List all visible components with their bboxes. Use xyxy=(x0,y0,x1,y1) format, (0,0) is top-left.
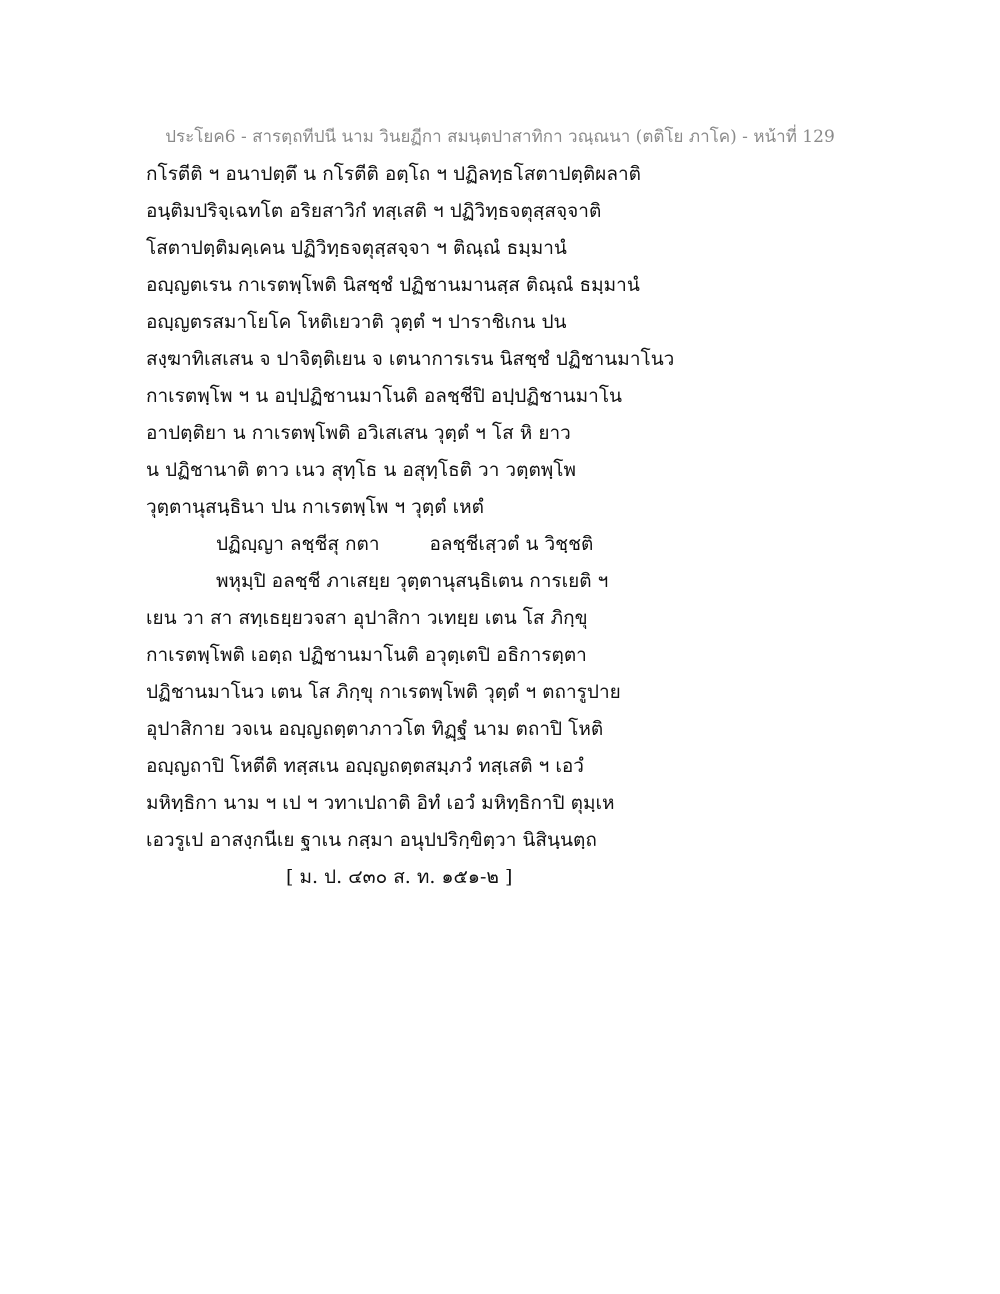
running-header: ประโยค6 - สารตฺถทีปนี นาม วินยฏีกา สมนฺตปาสาทิกา วณฺณนา (ตติโย ภาโค) - หน้าที่ 129 xyxy=(165,127,835,147)
text-line: อญฺญตเรน กาเรตพฺโพติ นิสชฺชํ ปฏิชานมานสฺส ติณฺณํ ธมฺมานํ xyxy=(146,274,640,296)
text-line: อญฺญตรสมาโยโค โหติเยวาติ วุตฺตํ ฯ ปาราชิเกน ปน xyxy=(146,311,567,333)
text-line: กโรตีติ ฯ อนาปตฺตึ น กโรตีติ อตฺโถ ฯ ปฏิลทฺธโสตาปตฺติผลาติ xyxy=(146,163,641,185)
verse-continuation: พหุมฺปิ อลชฺชี ภาเสยฺย วุตฺตานุสนฺธิเตน การเยติ ฯ xyxy=(216,570,609,592)
text-line: อนฺติมปริจฺเฉทโต อริยสาวิกํ ทสฺเสติ ฯ ปฏิวิทฺธจตุสฺสจฺจาติ xyxy=(146,200,602,222)
text-line: เอวรูเป อาสงฺกนีเย ฐาเน กสฺมา อนุปปริกฺขิตฺวา นิสินฺนตฺถ xyxy=(146,829,597,851)
text-line: กาเรตพฺโพ ฯ น อปฺปฏิชานมาโนติ อลชฺชีปิ อปฺปฏิชานมาโน xyxy=(146,385,623,407)
text-line: มหิทฺธิกา นาม ฯ เป ฯ วทาเปถาติ อิทํ เอวํ มหิทฺธิกาปิ ตุมฺเห xyxy=(146,792,615,814)
body-text xyxy=(146,156,706,896)
text-line: วุตฺตานุสนฺธินา ปน กาเรตพฺโพ ฯ วุตฺตํ เหตํ xyxy=(146,496,484,518)
text-line: ปฏิชานมาโนว เตน โส ภิกฺขุ กาเรตพฺโพติ วุตฺตํ ฯ ตถารูปาย xyxy=(146,681,621,703)
text-line: กาเรตพฺโพติ เอตฺถ ปฏิชานมาโนติ อวุตฺเตปิ อธิการตฺตา xyxy=(146,644,587,666)
text-line: โสตาปตฺติมคฺเคน ปฏิวิทฺธจตุสฺสจฺจา ฯ ติณฺณํ ธมฺมานํ xyxy=(146,237,567,259)
text-line: อญฺญถาปิ โหตีติ ทสฺสเน อญฺญถตฺตสมฺภวํ ทสฺเสติ ฯ เอวํ xyxy=(146,755,584,777)
text-line: เยน วา สา สทฺเธยฺยวจสา อุปาสิกา วเทยฺย เตน โส ภิกฺขุ xyxy=(146,607,588,629)
verse-line xyxy=(146,526,706,563)
text-line: อาปตฺติยา น กาเรตพฺโพติ อวิเสเสน วุตฺตํ ฯ โส หิ ยาว xyxy=(146,422,571,444)
verse-part-2: อลชฺชีเสฺวตํ น วิชฺชติ xyxy=(429,533,594,555)
citation-reference: [ ม. ป. ๔๓๐ ส. ท. ๑๕๑-๒ ] xyxy=(286,866,513,888)
text-line: อุปาสิกาย วจเน อญฺญถตฺตาภาวโต ทิฏฺฐํ นาม ตถาปิ โหติ xyxy=(146,718,604,740)
verse-part-1: ปฏิญฺญา ลชฺชีสุ กตา xyxy=(216,533,380,555)
text-line: สงฺฆาทิเสเสน จ ปาจิตฺติเยน จ เตนาการเรน นิสชฺชํ ปฏิชานมาโนว xyxy=(146,348,675,370)
text-line: น ปฏิชานาติ ตาว เนว สุทฺโธ น อสุทฺโธติ วา วตฺตพฺโพ xyxy=(146,459,577,481)
